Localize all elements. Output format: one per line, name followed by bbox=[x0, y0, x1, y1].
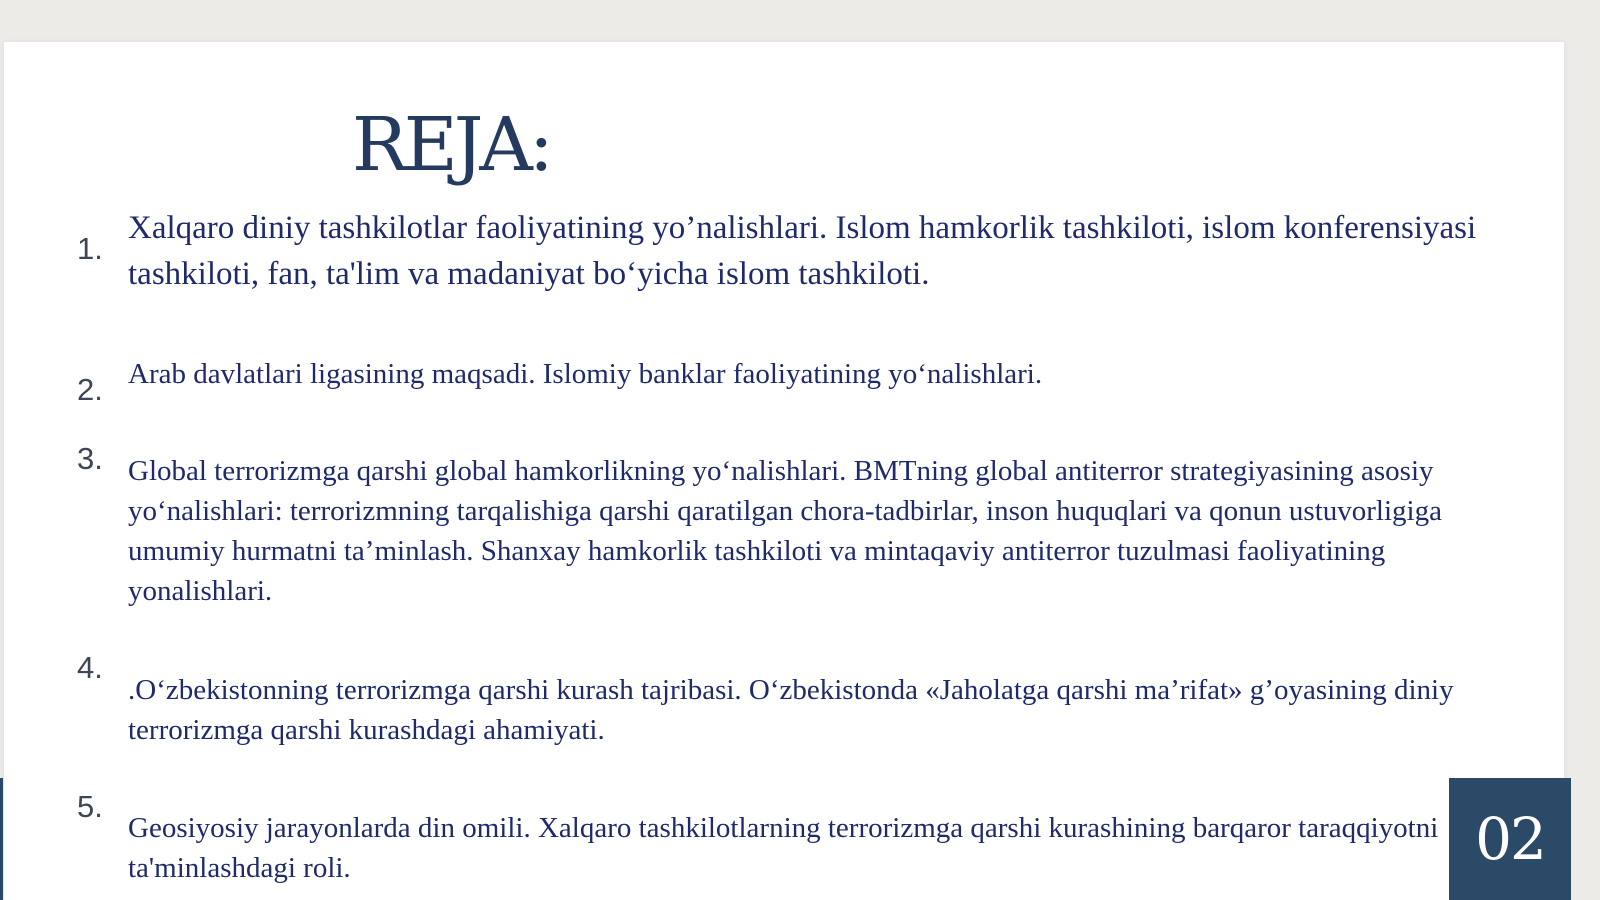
slide-title: REJA: bbox=[352, 102, 550, 188]
page-number-badge: 02 bbox=[1449, 778, 1571, 900]
list-item-5-number: 5. bbox=[77, 789, 103, 824]
list-item-1-number: 1. bbox=[77, 231, 103, 266]
list-item-2-text: Arab davlatlari ligasining maqsadi. Islomiy banklar faoliyatining yo‘nalishlari. bbox=[128, 358, 1043, 390]
left-accent-bar bbox=[0, 778, 3, 900]
list-item-1-text: Xalqaro diniy tashkilotlar faoliyatining yo’nalishlari. Islom hamkorlik tashkiloti, islom konferensiyasi tashkiloti, fan, ta'lim va madaniyat bo‘yicha islom tashkiloti. bbox=[128, 210, 1477, 292]
list-item-4-number: 4. bbox=[77, 650, 103, 685]
list-item-5-text: Geosiyosiy jarayonlarda din omili. Xalqaro tashkilotlarning terrorizmga qarshi kurashining barqaror taraqqiyotni ta'minlashdagi roli. bbox=[128, 812, 1439, 884]
list-item-4-text: .O‘zbekistonning terrorizmga qarshi kurash tajribasi. O‘zbekistonda «Jaholatga qarshi ma’rifat» g’oyasining diniy terrorizmga qarshi kurashdagi ahamiyati. bbox=[128, 674, 1454, 746]
list-item-2-number: 2. bbox=[77, 372, 103, 407]
list-item-3-number: 3. bbox=[77, 441, 103, 476]
list-item-3-text: Global terrorizmga qarshi global hamkorlikning yo‘nalishlari. BMTning global antiterror strategiyasining asosiy yo‘nalishlari: terrorizmning tarqalishiga qarshi qaratilgan chora-tadbirlar, inson huquqlari va qonun ustuvorligiga umumiy hurmatni ta’minlash. Shanxay hamkorlik tashkiloti va mintaqaviy antiterror tuzulmasi faoliyatining yonalishlari. bbox=[128, 455, 1442, 607]
